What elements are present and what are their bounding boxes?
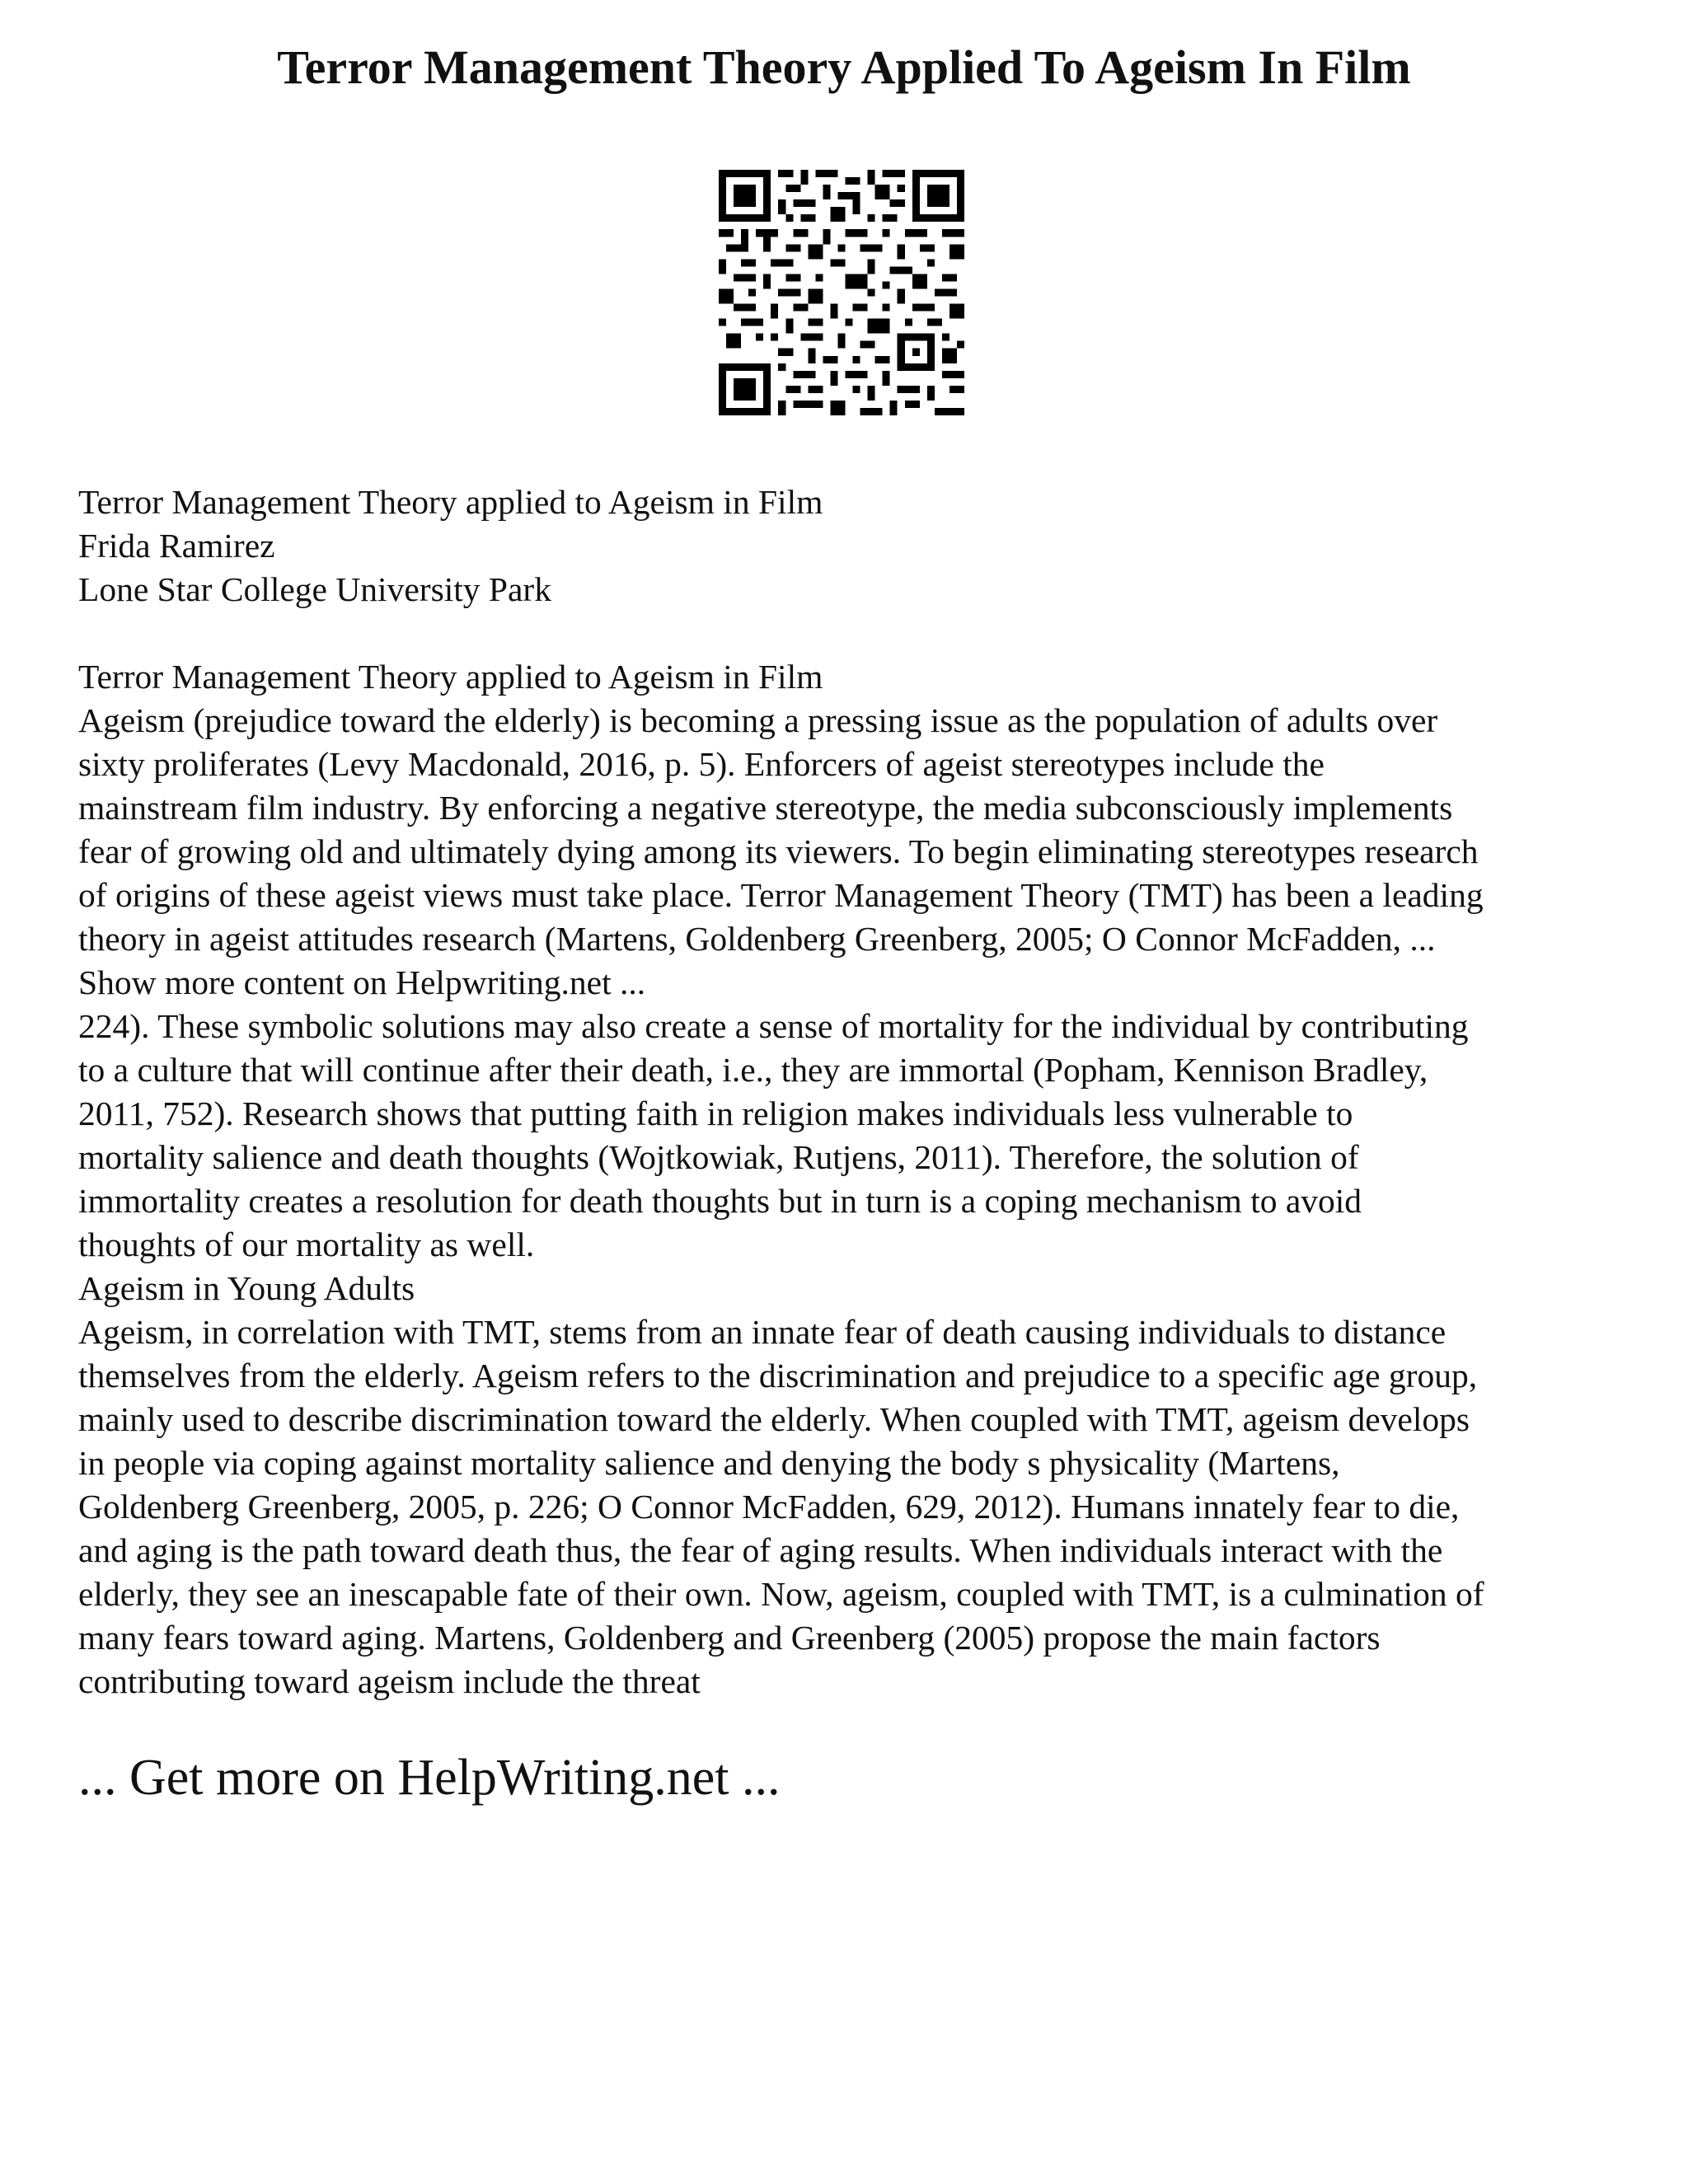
get-more-link[interactable]: ... Get more on HelpWriting.net ...: [78, 1750, 781, 1806]
body-line: mainstream film industry. By enforcing a negative stereotype, the media subconsciously implements: [78, 789, 1453, 827]
body-line: 224). These symbolic solutions may also create a sense of mortality for the individual by contributing: [78, 1007, 1469, 1045]
body-line: fear of growing old and ultimately dying among its viewers. To begin eliminating stereotypes research: [78, 832, 1479, 870]
qr-code-graphic: [719, 170, 964, 415]
body-line: Ageism (prejudice toward the elderly) is becoming a pressing issue as the population of adults over: [78, 701, 1438, 739]
body-line: in people via coping against mortality salience and denying the body s physicality (Martens,: [78, 1444, 1340, 1482]
essay-title-line: Terror Management Theory applied to Ageism in Film: [78, 483, 823, 521]
body-line: Ageism, in correlation with TMT, stems from an innate fear of death causing individuals to distance: [78, 1313, 1447, 1351]
body-line: immortality creates a resolution for death thoughts but in turn is a coping mechanism to avoid: [78, 1182, 1362, 1220]
body-line: and aging is the path toward death thus, the fear of aging results. When individuals interact with the: [78, 1531, 1443, 1569]
body-line: Terror Management Theory applied to Ageism in Film: [78, 658, 823, 696]
body-line: elderly, they see an inescapable fate of their own. Now, ageism, coupled with TMT, is a culmination of: [78, 1575, 1484, 1613]
body-line: mortality salience and death thoughts (Wojtkowiak, Rutjens, 2011). Therefore, the solution of: [78, 1138, 1359, 1176]
body-line: Goldenberg Greenberg, 2005, p. 226; O Connor McFadden, 629, 2012). Humans innately fear to die,: [78, 1488, 1460, 1526]
body-line: many fears toward aging. Martens, Goldenberg and Greenberg (2005) propose the main factors: [78, 1619, 1381, 1657]
body-line: sixty proliferates (Levy Macdonald, 2016, p. 5). Enforcers of ageist stereotypes include the: [78, 745, 1325, 783]
document-body: [78, 480, 1644, 1704]
show-more-line: Show more content on Helpwriting.net ...: [78, 963, 646, 1001]
body-line: thoughts of our mortality as well.: [78, 1226, 535, 1263]
body-line: mainly used to describe discrimination toward the elderly. When coupled with TMT, ageism develops: [78, 1400, 1470, 1438]
paragraph-gap: [78, 612, 1644, 655]
section-heading: Ageism in Young Adults: [78, 1269, 415, 1307]
body-line: of origins of these ageist views must take place. Terror Management Theory (TMT) has been a leading: [78, 876, 1484, 914]
body-line: to a culture that will continue after their death, i.e., they are immortal (Popham, Kennison Bradley,: [78, 1051, 1428, 1089]
body-line: 2011, 752). Research shows that putting faith in religion makes individuals less vulnerable to: [78, 1094, 1353, 1132]
author-name: Frida Ramirez: [78, 527, 275, 565]
body-line: contributing toward ageism include the threat: [78, 1662, 701, 1700]
body-line: theory in ageist attitudes research (Martens, Goldenberg Greenberg, 2005; O Connor McFadden, ...: [78, 920, 1436, 958]
page-title: Terror Management Theory Applied To Ageism In Film: [277, 40, 1411, 94]
institution-name: Lone Star College University Park: [78, 570, 551, 608]
body-line: themselves from the elderly. Ageism refers to the discrimination and prejudice to a specific age group,: [78, 1357, 1478, 1394]
qr-code-icon: [719, 170, 964, 415]
